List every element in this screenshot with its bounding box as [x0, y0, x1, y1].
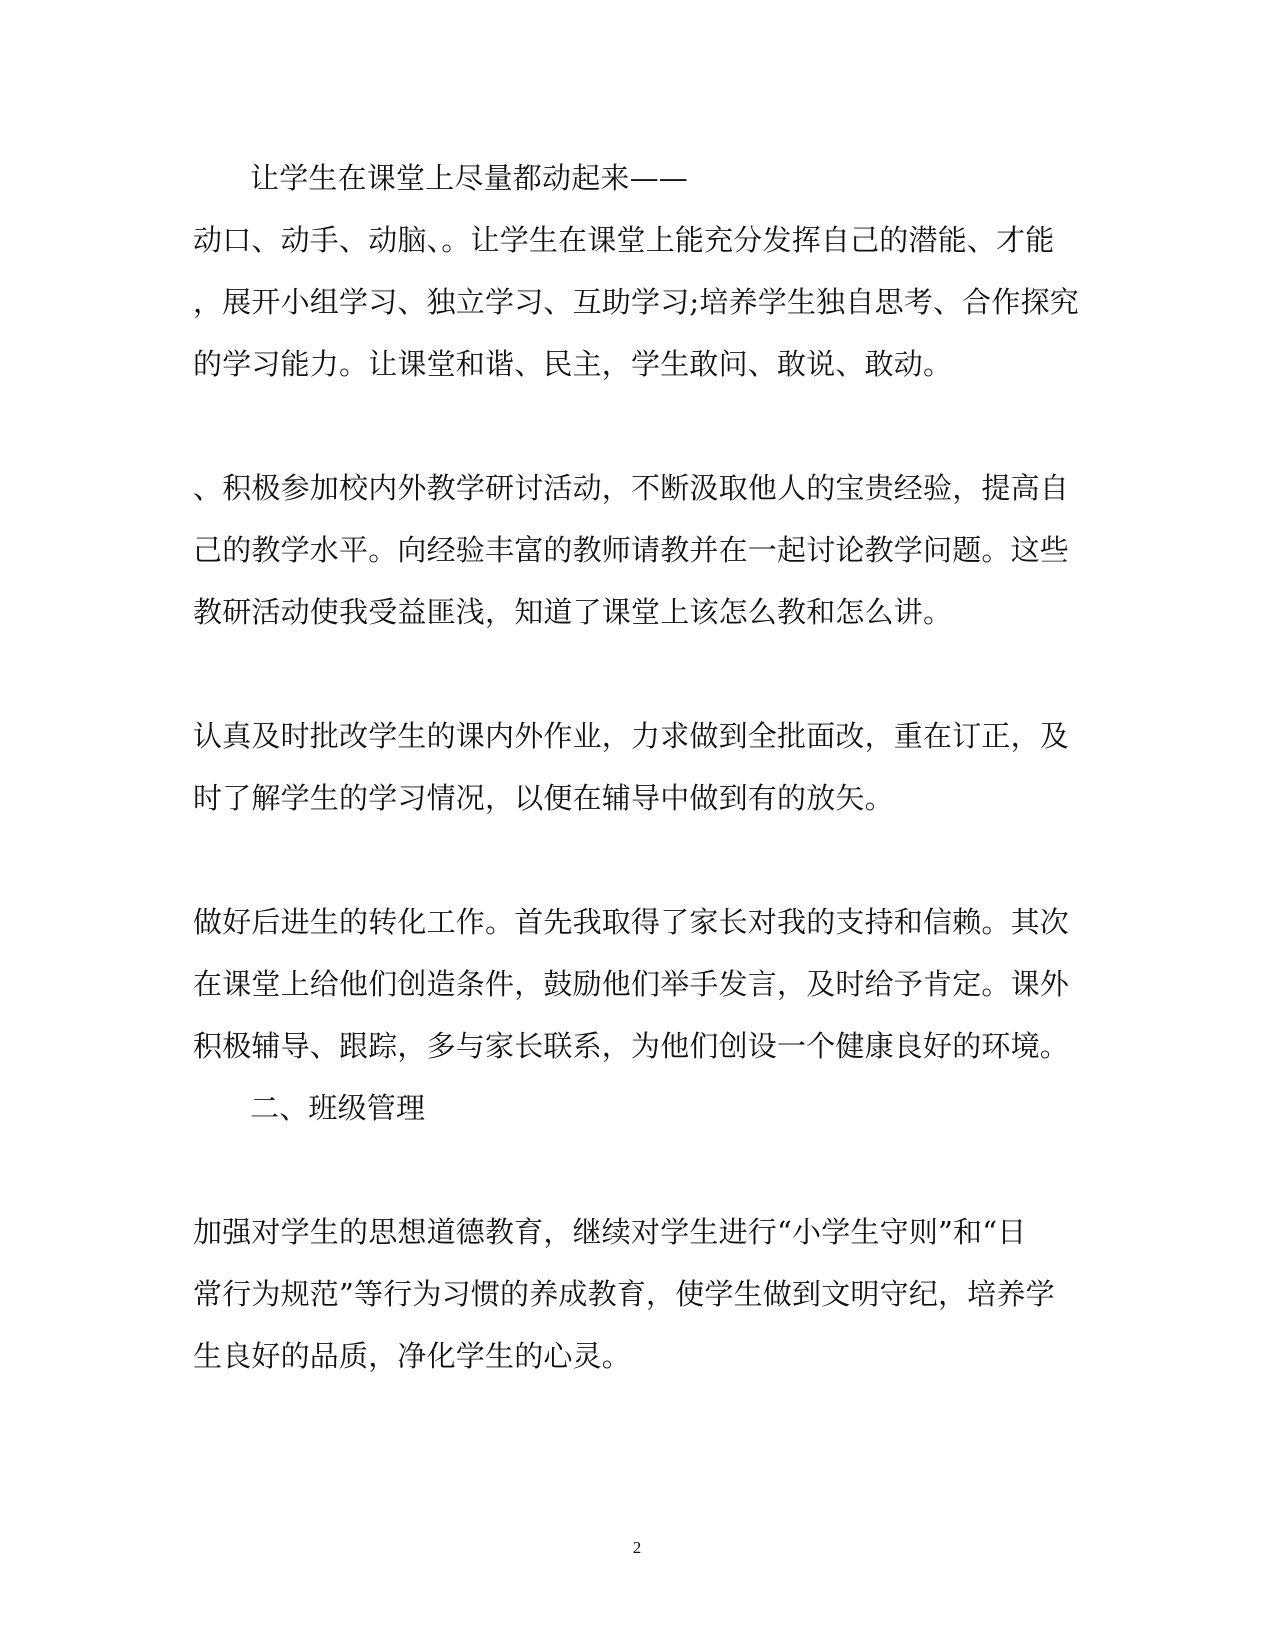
text-line: 常行为规范”等行为习惯的养成教育，使学生做到文明守纪，培养学 [193, 1277, 1055, 1311]
text-line: 认真及时批改学生的课内外作业，力求做到全批面改，重在订正，及 [193, 719, 1070, 753]
text-line: 在课堂上给他们创造条件，鼓励他们举手发言，及时给予肯定。课外 [193, 967, 1070, 1001]
text-line: 教研活动使我受益匪浅，知道了课堂上该怎么教和怎么讲。 [193, 595, 953, 629]
text-line: 、积极参加校内外教学研讨活动，不断汲取他人的宝贵经验，提高自 [193, 471, 1070, 505]
text-line: 让学生在课堂上尽量都动起来—— [250, 161, 689, 195]
section-heading: 二、班级管理 [250, 1091, 426, 1125]
text-line: 时了解学生的学习情况，以便在辅导中做到有的放矢。 [193, 781, 894, 815]
text-line: 的学习能力。让课堂和谐、民主，学生敢问、敢说、敢动。 [193, 347, 953, 381]
page-number: 2 [632, 1538, 642, 1557]
text-line: 生良好的品质，净化学生的心灵。 [193, 1339, 632, 1373]
text-line: 做好后进生的转化工作。首先我取得了家长对我的支持和信赖。其次 [193, 905, 1070, 939]
text-line: 己的教学水平。向经验丰富的教师请教并在一起讨论教学问题。这些 [193, 533, 1070, 567]
text-line: 加强对学生的思想道德教育，继续对学生进行“小学生守则”和“日 [193, 1215, 1027, 1249]
text-line: ，展开小组学习、独立学习、互助学习;培养学生独自思考、合作探究 [193, 285, 1079, 319]
text-line: 动口、动手、动脑、。让学生在课堂上能充分发挥自己的潜能、才能 [193, 223, 1055, 257]
text-line: 积极辅导、跟踪，多与家长联系，为他们创设一个健康良好的环境。 [193, 1029, 1070, 1063]
